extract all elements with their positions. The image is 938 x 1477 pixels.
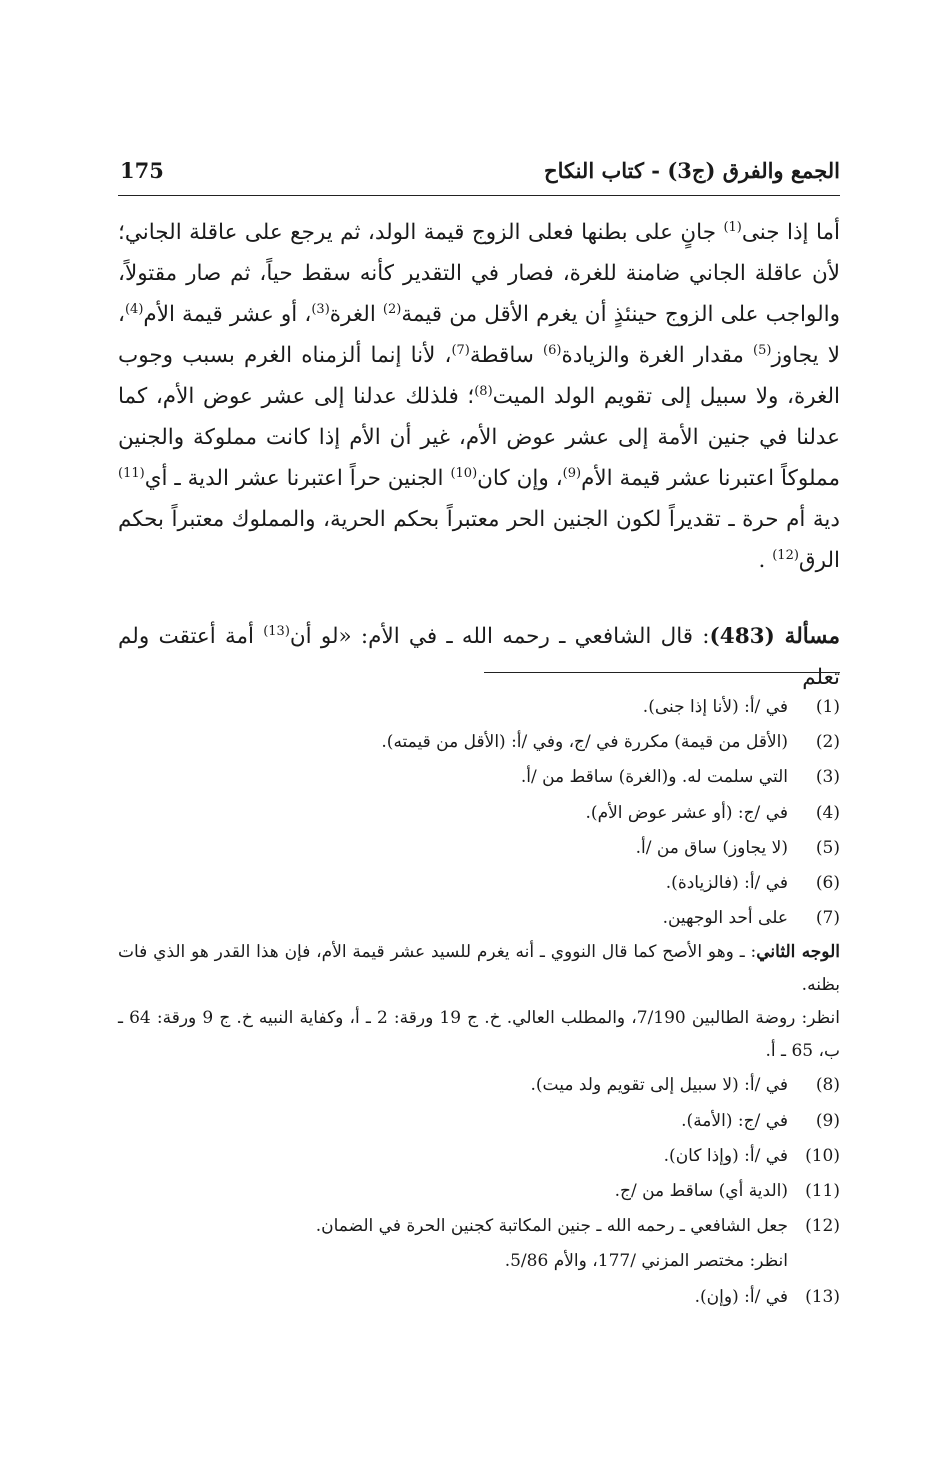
text-run: ساقطة xyxy=(469,343,543,368)
footnote-ref: (3) xyxy=(311,301,330,317)
footnote-number: (5) xyxy=(815,837,840,858)
text-run: الجنين حراً اعتبرنا عشر الدية ـ أي xyxy=(144,466,451,491)
footnote-item xyxy=(118,796,840,831)
footnote-rule xyxy=(484,672,840,673)
footnote-text: التي سلمت له. و(الغرة) ساقط من /أ. xyxy=(520,767,788,788)
footnote-item xyxy=(118,831,840,866)
footnote-reference: انظر: روضة الطالبين 7/190، والمطلب العالي. خ. ج 19 ورقة: 2 ـ أ، وكفاية النبيه خ. ج 9 ورقة: 64 ـ ب، 65 ـ أ. xyxy=(118,1008,840,1062)
footnote-item-continuation xyxy=(118,1244,840,1279)
text-run: دية أم حرة ـ تقديراً لكون الجنين الحر معتبراً بحكم الحرية، والمملوك معتبراً بحكم الرق xyxy=(118,507,840,573)
main-text xyxy=(118,212,840,581)
book-page xyxy=(118,150,841,1307)
footnote-text: جعل الشافعي ـ رحمه الله ـ جنين المكاتبة كجنين الحرة في الضمان. xyxy=(315,1216,788,1237)
footnote-item xyxy=(118,760,840,795)
text-run: . xyxy=(758,548,773,573)
footnote-number: (4) xyxy=(815,802,840,823)
footnote-text: : ـ وهو الأصح كما قال النووي ـ أنه يغرم للسيد عشر قيمة الأم، فإن هذا القدر هو الذي فات بظنه. xyxy=(118,942,840,996)
footnote-ref: (6) xyxy=(543,342,562,358)
footnote-number: (12) xyxy=(805,1216,840,1237)
header-title: الجمع والفرق (ج3) - كتاب النكاح xyxy=(544,158,840,183)
footnote-text: (لا يجاوز) ساق من /أ. xyxy=(635,837,788,858)
text-run: أما إذا جنى xyxy=(741,220,840,245)
footnote-ref: (10) xyxy=(450,465,478,481)
footnote-number: (10) xyxy=(805,1145,840,1166)
footnote-continuation xyxy=(118,936,840,1068)
footnote-number: (3) xyxy=(815,767,840,788)
footnote-ref: (12) xyxy=(772,547,799,563)
text-run: الغرة xyxy=(329,302,383,327)
text-run: : قال الشافعي ـ رحمه الله ـ في الأم: «لو أن xyxy=(289,624,710,649)
footnote-number: (8) xyxy=(815,1075,840,1096)
footnote-text: في /ج: (الأمة). xyxy=(681,1110,788,1131)
text-run: ، وإن كان xyxy=(477,466,563,491)
footnote-text: (الأقل من قيمة) مكررة في /ج، وفي /أ: (الأقل من قيمته). xyxy=(381,732,788,753)
footnote-number: (6) xyxy=(815,873,840,894)
footnote-reference: انظر: مختصر المزني /177، والأم 5/86. xyxy=(504,1251,788,1272)
footnote-number: (13) xyxy=(805,1286,840,1307)
footnote-item xyxy=(118,1209,840,1244)
footnote-ref: (5) xyxy=(753,342,772,358)
footnote-number: (9) xyxy=(815,1110,840,1131)
footnote-number: (2) xyxy=(815,732,840,753)
page-number: 175 xyxy=(120,158,164,183)
footnote-number: (7) xyxy=(815,908,840,929)
running-header xyxy=(118,150,840,194)
footnote-item xyxy=(118,1139,840,1174)
footnote-ref: (13) xyxy=(263,623,290,639)
footnote-ref: (4) xyxy=(124,301,144,317)
footnote-text: في /أ: (فالزيادة). xyxy=(665,873,788,894)
footnote-item xyxy=(118,1068,840,1103)
text-run: ؛ فلذلك عدلنا إلى عشر عوض الأم، كما عدلنا في جنين الأمة إلى عشر عوض الأم، غير أن الأم إذا كانت مملوكة والجنين مملوكاً اعتبرنا عشر قيمة الأم xyxy=(118,384,841,491)
footnote-ref: (2) xyxy=(382,301,402,317)
footnote-ref: (7) xyxy=(451,342,470,358)
footnote-text: في /أ: (وإن). xyxy=(694,1286,788,1307)
text-run: ، لأنا إنما ألزمناه الغرم بسبب وجوب الغرة، ولا سبيل إلى تقويم الولد الميت xyxy=(118,343,840,409)
footnote-text: في /أ: (لأنا إذا جنى). xyxy=(642,697,788,717)
text-run: مقدار الغرة والزيادة xyxy=(561,343,753,368)
footnote-text: على أحد الوجهين. xyxy=(662,908,788,929)
header-rule xyxy=(118,195,840,196)
footnote-text: في /أ: (لا سبيل إلى تقويم ولد ميت). xyxy=(530,1075,788,1096)
masala-line xyxy=(118,616,840,698)
footnote-item xyxy=(118,1174,840,1209)
footnotes xyxy=(118,690,840,1315)
footnote-item xyxy=(118,866,840,901)
footnote-ref: (9) xyxy=(562,465,582,481)
footnote-text: في /أ: (وإذا كان). xyxy=(663,1145,788,1166)
footnote-number: (1) xyxy=(815,697,840,717)
text-run: ، أو عشر قيمة الأم xyxy=(143,302,312,327)
text-run: ، لا يجاوز xyxy=(118,302,840,368)
text-run: جانٍ على بطنها فعلى الزوج قيمة الولد، ثم يرجع على عاقلة الجاني؛ لأن عاقلة الجاني ضامنة للغرة، فصار في التقدير كأنه سقط حياً، ثم صار مقتولاً، والواجب على الزوج حينئذٍ أن يغرم الأقل من قيمة xyxy=(118,220,840,327)
footnote-item xyxy=(118,690,840,725)
footnote-text: (الدية أي) ساقط من /ج. xyxy=(614,1181,788,1202)
footnote-ref: (11) xyxy=(118,465,145,481)
footnote-item xyxy=(118,1104,840,1139)
footnote-bold-term: الوجه الثاني xyxy=(756,942,840,963)
footnote-item xyxy=(118,1280,840,1315)
text-run: أمة أعتقت ولم تعلم xyxy=(118,624,840,690)
masala-label: مسألة (483) xyxy=(709,624,840,649)
footnote-ref: (1) xyxy=(723,219,742,235)
footnote-text: في /ج: (أو عشر عوض الأم). xyxy=(585,802,788,823)
footnote-ref: (8) xyxy=(474,383,493,399)
paragraph xyxy=(118,212,840,581)
footnote-item xyxy=(118,901,840,936)
footnote-item xyxy=(118,725,840,760)
footnote-number: (11) xyxy=(805,1181,840,1202)
